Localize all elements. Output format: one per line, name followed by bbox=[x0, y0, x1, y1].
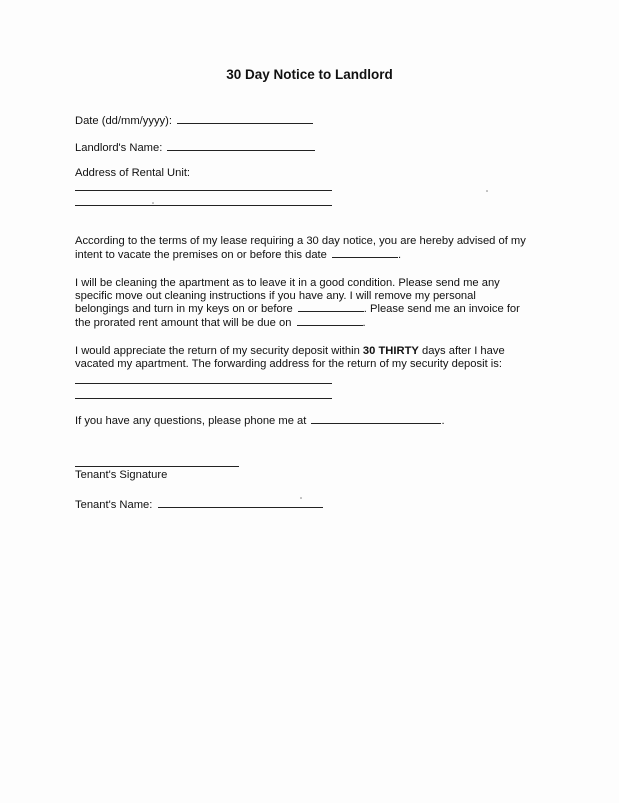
phone-blank[interactable] bbox=[311, 414, 441, 424]
date-blank[interactable] bbox=[177, 114, 313, 124]
notice-line-1: According to the terms of my lease requiring a 30 day notice, you are hereby advised of my bbox=[75, 235, 526, 247]
signature-line[interactable] bbox=[75, 466, 239, 467]
cleaning-line-4 bbox=[75, 316, 565, 330]
questions-end: . bbox=[441, 415, 445, 427]
tenant-name-blank[interactable] bbox=[158, 498, 323, 508]
landlord-name-row bbox=[75, 141, 315, 154]
notice-line-2 bbox=[75, 248, 565, 262]
cleaning-line-3 bbox=[75, 302, 565, 316]
tenant-name-label: Tenant's Name: bbox=[75, 499, 153, 511]
notice-paragraph bbox=[75, 235, 565, 261]
cleaning-line-3-text: belongings and turn in my keys on or before bbox=[75, 303, 293, 316]
deposit-line-1-post: days after I have bbox=[421, 345, 505, 357]
tenant-signature-label: Tenant's Signature bbox=[75, 469, 168, 481]
deposit-line-2: vacated my apartment. The forwarding address for the return of my security deposit is: bbox=[75, 357, 502, 370]
tenant-name-row bbox=[75, 498, 323, 511]
scan-speck bbox=[152, 202, 154, 204]
deposit-days-bold: 30 THIRTY bbox=[362, 345, 419, 357]
questions-text: If you have any questions, please phone me at bbox=[75, 415, 307, 427]
date-row bbox=[75, 114, 313, 127]
notice-line-2-end: . bbox=[397, 248, 402, 261]
scan-speck bbox=[486, 190, 488, 192]
document-title: 30 Day Notice to Landlord bbox=[226, 67, 393, 82]
deposit-line-1-pre: I would appreciate the return of my security deposit within bbox=[75, 345, 360, 357]
deposit-line-1 bbox=[75, 345, 565, 358]
cleaning-line-2: specific move out cleaning instructions if you have any. I will remove my personal bbox=[75, 289, 476, 302]
cleaning-line-4-end: . bbox=[362, 316, 366, 329]
rent-due-date-blank[interactable] bbox=[297, 316, 363, 326]
address-label: Address of Rental Unit: bbox=[75, 167, 191, 179]
address-line-1[interactable] bbox=[75, 190, 332, 191]
cleaning-line-1: I will be cleaning the apartment as to leave it in a good condition. Please send me any bbox=[75, 277, 500, 289]
forwarding-address-line-1[interactable] bbox=[75, 383, 332, 384]
landlord-name-blank[interactable] bbox=[167, 141, 315, 151]
scan-speck bbox=[300, 497, 302, 499]
date-label: Date (dd/mm/yyyy): bbox=[75, 115, 172, 127]
deposit-paragraph bbox=[75, 345, 565, 370]
questions-row bbox=[75, 414, 445, 427]
cleaning-line-3-end: . Please send me an invoice for bbox=[363, 303, 520, 316]
vacate-date-blank[interactable] bbox=[332, 248, 398, 258]
keys-date-blank[interactable] bbox=[298, 302, 364, 312]
notice-line-2-text: intent to vacate the premises on or before this date bbox=[75, 248, 327, 261]
cleaning-paragraph bbox=[75, 277, 565, 329]
cleaning-line-4-text: the prorated rent amount that will be due on bbox=[75, 316, 292, 329]
forwarding-address-line-2[interactable] bbox=[75, 398, 332, 399]
landlord-name-label: Landlord's Name: bbox=[75, 142, 163, 154]
address-line-2[interactable] bbox=[75, 205, 332, 206]
